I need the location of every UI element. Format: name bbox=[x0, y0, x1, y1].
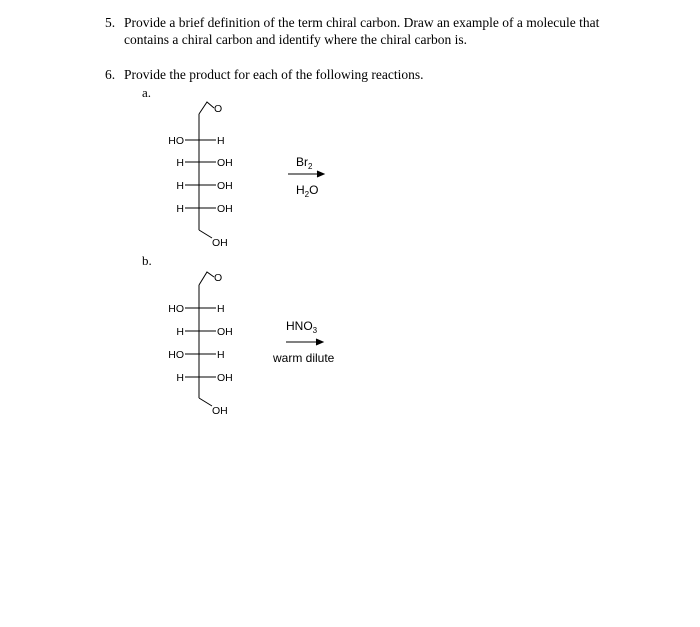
substituent-left-4-a: H bbox=[176, 203, 184, 215]
question-5-number: 5. bbox=[105, 15, 116, 30]
substituent-left-1-b: HO bbox=[168, 303, 184, 315]
arrow-head-b bbox=[316, 339, 323, 345]
reaction-arrow-b bbox=[272, 319, 335, 365]
substituent-left-4-b: H bbox=[176, 372, 184, 384]
substituent-left-3-a: H bbox=[176, 180, 184, 192]
aldehyde-oxygen-a: O bbox=[214, 103, 223, 115]
reagent-top-a: $Br_2$ bbox=[296, 155, 313, 171]
substituent-right-3-b: H bbox=[217, 349, 225, 361]
question-6-number: 6. bbox=[105, 67, 116, 82]
reagent-bottom-a: $H_2O$ bbox=[296, 183, 319, 199]
terminal-oh-a: OH bbox=[212, 237, 228, 249]
substituent-left-2-a: H bbox=[176, 157, 184, 169]
question-5-line-2: contains a chiral carbon and identify where the chiral carbon is. bbox=[124, 32, 467, 47]
substituent-right-1-a: H bbox=[217, 135, 225, 147]
substituent-right-2-a: OH bbox=[217, 157, 233, 169]
question-6-text: Provide the product for each of the following reactions. bbox=[124, 67, 424, 82]
question-5-line-1: Provide a brief definition of the term chiral carbon. Draw an example of a molecule that bbox=[124, 15, 600, 30]
part-a-label: a. bbox=[142, 85, 152, 100]
aldehyde-oxygen-b: O bbox=[214, 272, 223, 284]
aldehyde-group-b bbox=[199, 272, 214, 285]
reagent-bottom-b: warm dilute bbox=[273, 351, 335, 365]
substituent-right-3-a: OH bbox=[217, 180, 233, 192]
part-b-label: b. bbox=[142, 253, 152, 268]
reagent-top-b: $HNO_3$ bbox=[286, 319, 318, 335]
substituent-right-2-b: OH bbox=[217, 326, 233, 338]
substituent-left-1-a: HO bbox=[168, 135, 184, 147]
terminal-bond-b bbox=[199, 398, 212, 406]
substituent-right-4-a: OH bbox=[217, 203, 233, 215]
substituent-right-1-b: H bbox=[217, 303, 225, 315]
substituent-left-2-b: H bbox=[176, 326, 184, 338]
substituent-right-4-b: OH bbox=[217, 372, 233, 384]
terminal-oh-b: OH bbox=[212, 405, 228, 417]
substituent-left-3-b: HO bbox=[168, 349, 184, 361]
